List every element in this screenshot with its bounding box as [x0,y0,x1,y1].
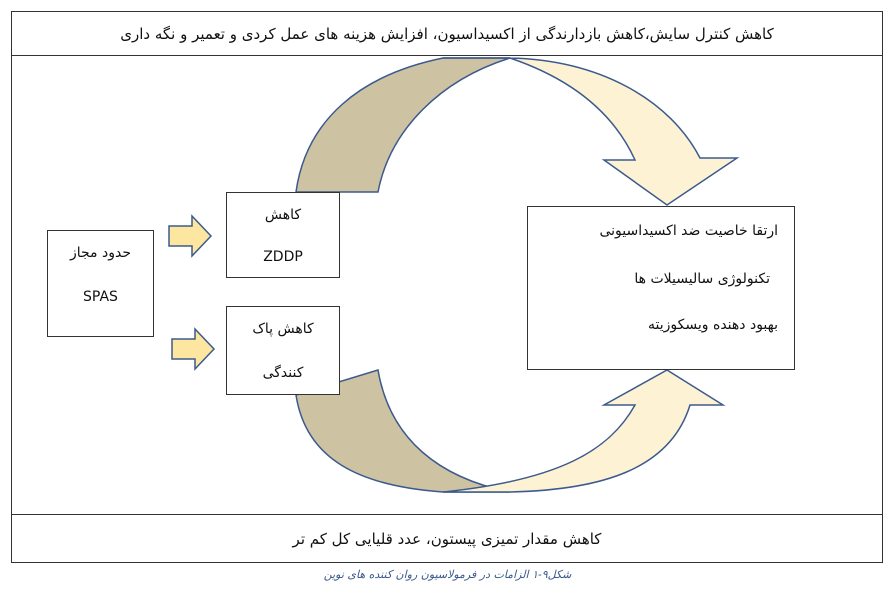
results-item: بهبود دهنده ویسکوزیته [648,317,778,333]
limits-box-line2: SPAS [83,289,118,305]
detergency-box [226,306,340,395]
zddp-box-line2: ZDDP [263,249,303,265]
bottom-band-text: کاهش مقدار تمیزی پیستون، عدد قلیایی کل کم تر [292,529,602,548]
limits-box [47,230,154,337]
detergency-box-line1: کاهش پاک [252,321,314,337]
top-band-text: کاهش کنترل سایش،کاهش بازدارندگی از اکسیداسیون، افزایش هزینه های عمل کردی و تعمیر و نگه داری [120,24,774,43]
results-item: تکنولوژی سالیسیلات ها [634,271,770,287]
results-item: ارتقا خاصیت ضد اکسیداسیونی [599,223,778,239]
detergency-box-line2: کنندگی [262,365,304,381]
zddp-box [226,192,340,278]
upper-curved-arrow-cream [443,58,737,205]
upper-curved-arrow-tan [296,58,510,192]
results-box [527,206,795,370]
block-arrow-to-zddp [169,216,211,256]
limits-box-line1: حدود مجاز [69,245,131,261]
figure-caption: شکل۹-۱ الزامات در فرمولاسیون روان کننده های نوین [323,568,572,581]
lower-curved-arrow-cream [443,370,723,492]
block-arrow-to-detergency [172,329,214,369]
zddp-box-line1: کاهش [264,207,302,223]
